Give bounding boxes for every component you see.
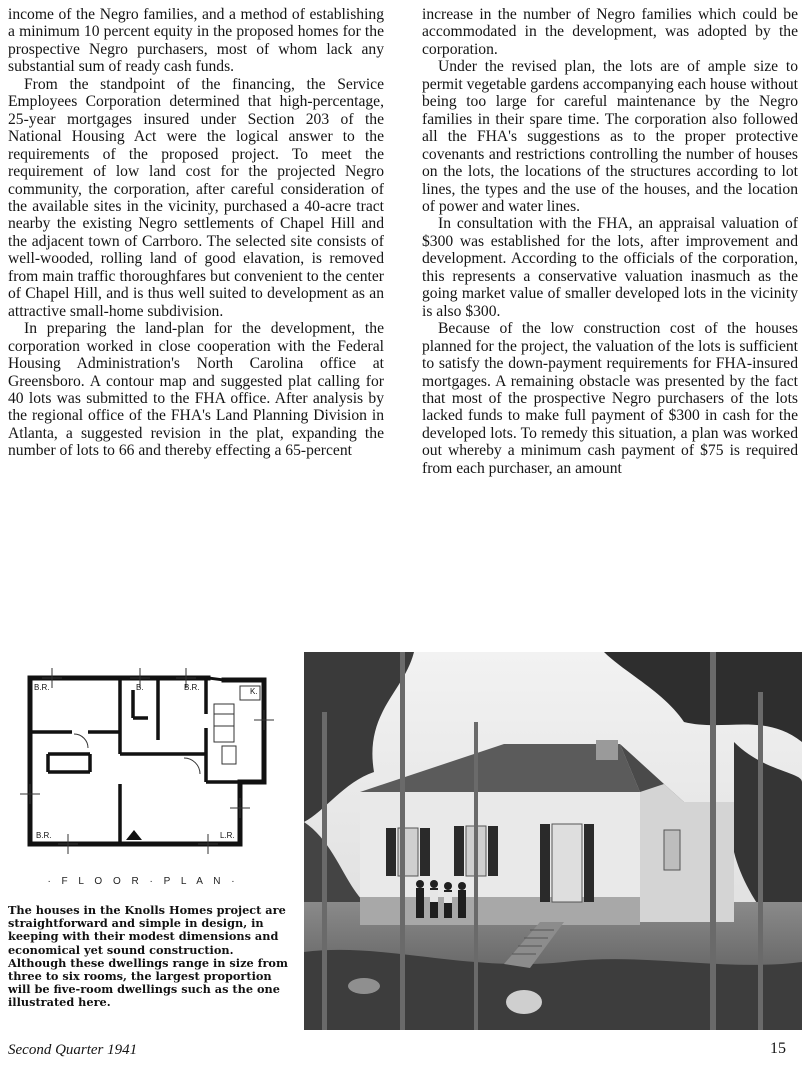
paragraph: Under the revised plan, the lots are of ample size to permit vegetable gardens accompanying each house without being too large for careful maintenance by the Negro families in their spare time. The corporation also followed all the FHA's suggestions as to the proper protective covenants and restrictions controlling the number of houses on the lots, the locations of the structures according to lot lines, the types and the use of the houses, and the location of power and water lines. (422, 58, 798, 215)
issue-date: Second Quarter 1941 (8, 1042, 138, 1058)
paragraph: income of the Negro families, and a method of establishing a minimum 10 percent equity in the proposed homes for the prospective Negro purchasers, most of whom lack any substantial sum of ready cash funds. (8, 6, 384, 76)
paragraph: From the standpoint of the financing, the Service Employees Corporation determined that high-percentage, 25-year mortgages insured under Section 203 of the National Housing Act were the logical answer to the requirements of the proposed project. To meet the requirement of low land cost for the projected Negro community, the corporation, after careful consideration of the available sites in the vicinity, purchased a 40-acre tract nearby the existing Negro settlements of Chapel Hill and the adjacent town of Carrboro. The selected site consists of well-wooded, rolling land of good elavation, is removed from main traffic thoroughfares but convenient to the center of Chapel Hill, and is thus well suited to development as an attractive small-home subdivision. (8, 75, 384, 320)
paragraph: In preparing the land-plan for the development, the corporation worked in close cooperation with the Federal Housing Administration's North Carolina office at Greensboro. A contour map and suggested plat calling for 40 lots was submitted to the FHA office. After analysis by the regional office of the FHA's Land Planning Division in Atlanta, a suggested revision in the plat, expanding the number of lots to 66 and thereby effecting a 65-percent (8, 320, 384, 460)
room-label: L.R. (220, 831, 235, 840)
paragraph: In consultation with the FHA, an appraisal valuation of $300 was established for the lots, after improvement and development. According to the officials of the corporation, this represents a conservative valuation inasmuch as the going market value of smaller developed lots in the vicinity is also $300. (422, 215, 798, 320)
paragraph: increase in the number of Negro families which could be accommodated in the development, was adopted by the corporation. (422, 6, 798, 58)
house-photograph (304, 652, 802, 1030)
page-number: 15 (770, 1040, 786, 1057)
room-label: B.R. (34, 683, 50, 692)
room-label: B.R. (184, 683, 200, 692)
text-column-left (8, 6, 384, 460)
figure-caption: The houses in the Knolls Homes project are straightforward and simple in design, in keeping with their modest dimensions and economical yet sound construction. Although these dwellings range in size from three to six rooms, the largest proportion will be five-room dwellings such as the one illustrated here. (8, 903, 288, 1010)
floor-plan-title: · F L O O R · P L A N · (47, 876, 239, 887)
room-label: B.R. (36, 831, 52, 840)
text-column-right (422, 6, 798, 477)
floor-plan-figure (8, 654, 294, 894)
room-label: K. (250, 687, 258, 696)
paragraph: Because of the low construction cost of the houses planned for the project, the valuation of the lots is sufficient to satisfy the down-payment requirements for FHA-insured mortgages. A remaining obstacle was presented by the fact that most of the prospective Negro purchasers of the lots lacked funds to make full payment of $300 in cash for the developed lots. To remedy this situation, a plan was worked out whereby a minimum cash payment of $75 is required from each purchaser, an amount (422, 320, 798, 477)
floor-plan-drawing (8, 654, 294, 874)
room-label: B. (136, 683, 144, 692)
